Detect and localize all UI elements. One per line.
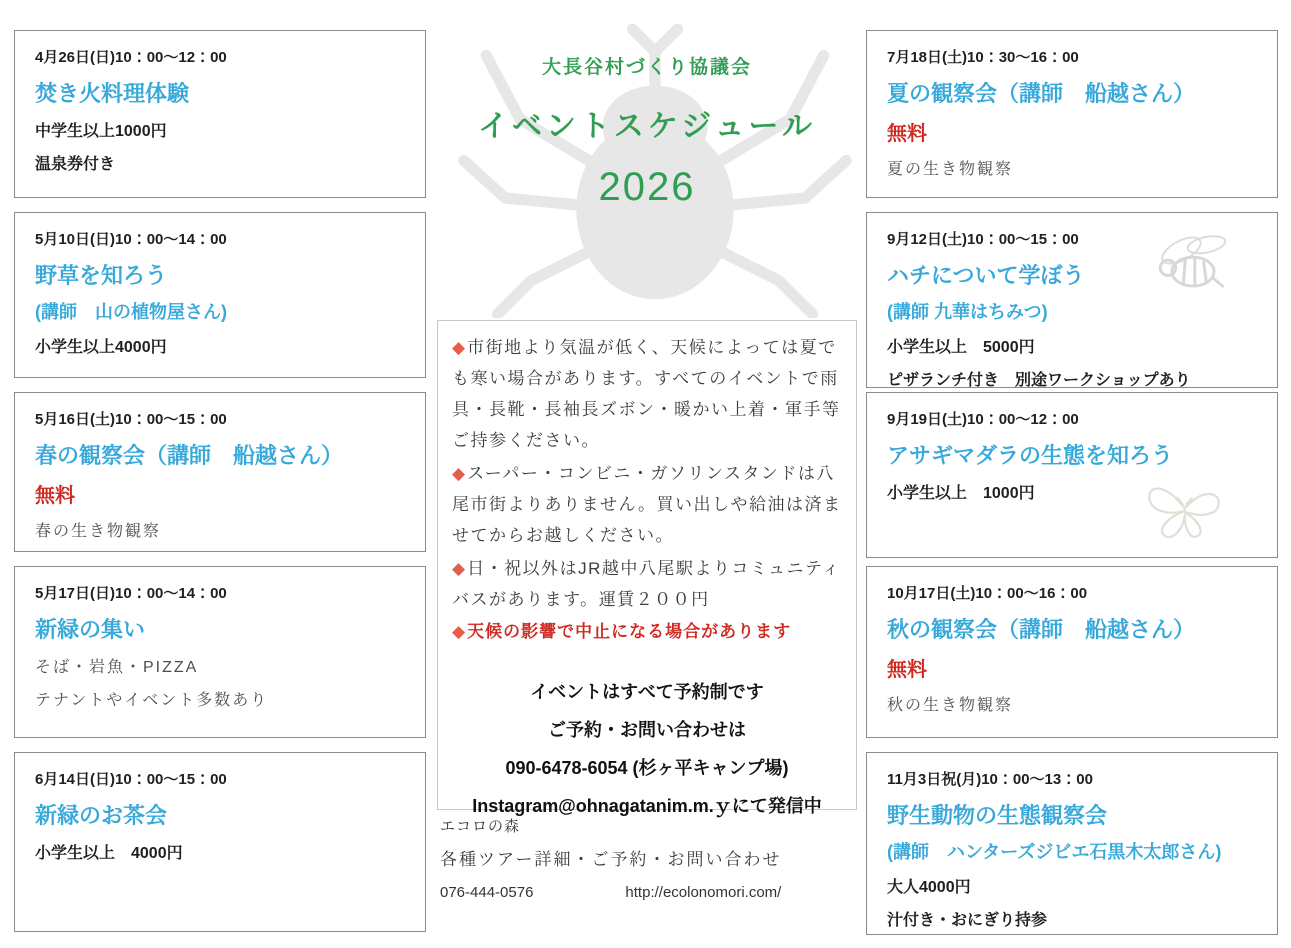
event-detail: 小学生以上 5000円 bbox=[887, 339, 1035, 356]
event-card-aki-kansatsu bbox=[866, 566, 1278, 738]
event-detail: 小学生以上4000円 bbox=[35, 339, 167, 356]
reservation-info bbox=[452, 674, 842, 825]
bee-icon bbox=[1143, 227, 1239, 299]
event-detail: 中学生以上1000円 bbox=[35, 123, 167, 140]
event-title: 新緑の集い bbox=[35, 617, 146, 642]
note-text: 日・祝以外はJR越中八尾駅よりコミュニティバスがあります。運賃２００円 bbox=[452, 558, 841, 609]
event-date: 5月16日(土)10：00～15：00 bbox=[35, 411, 227, 428]
event-card-hachi bbox=[866, 212, 1278, 388]
event-date: 5月17日(日)10：00～14：00 bbox=[35, 585, 227, 602]
event-card-haru-kansatsu bbox=[14, 392, 426, 552]
footer-contact-row bbox=[440, 884, 860, 901]
event-card-yasei-doubutsu bbox=[866, 752, 1278, 935]
notes-panel bbox=[437, 320, 857, 816]
reservation-line: ご予約・お問い合わせは bbox=[548, 720, 746, 741]
event-card-shinryoku-tsudoi bbox=[14, 566, 426, 738]
event-detail: 夏の生き物観察 bbox=[887, 161, 1014, 178]
event-title: 新緑のお茶会 bbox=[35, 803, 168, 828]
event-lecturer: (講師 九華はちみつ) bbox=[887, 302, 1048, 322]
note-item bbox=[452, 554, 842, 616]
event-title: 焚き火料理体験 bbox=[35, 81, 190, 106]
event-title: アサギマダラの生態を知ろう bbox=[887, 443, 1174, 468]
event-title: 秋の観察会（講師 船越さん） bbox=[887, 617, 1196, 642]
event-date: 9月12日(土)10：00～15：00 bbox=[887, 231, 1079, 248]
event-card-natsu-kansatsu bbox=[866, 30, 1278, 198]
event-detail: 小学生以上 1000円 bbox=[887, 485, 1035, 502]
organization-name: 大長谷村づくり協議会 bbox=[541, 57, 752, 78]
schedule-year: 2026 bbox=[598, 165, 696, 209]
footer-contact bbox=[440, 815, 860, 901]
footer-org-name: エコロの森 bbox=[440, 818, 521, 835]
event-card-asagimadara bbox=[866, 392, 1278, 558]
footer-phone: 076-444-0576 bbox=[440, 884, 534, 901]
event-title: 春の観察会（講師 船越さん） bbox=[35, 443, 344, 468]
flyer-header bbox=[437, 52, 857, 210]
footer-url: http://ecolonomori.com/ bbox=[625, 884, 782, 901]
event-card-yasou bbox=[14, 212, 426, 378]
event-date: 11月3日祝(月)10：00～13：00 bbox=[887, 771, 1093, 788]
note-item bbox=[452, 333, 842, 457]
reservation-instagram: Instagram@ohnagatanim.m.ｙにて発信中 bbox=[472, 795, 822, 816]
note-text: 市街地より気温が低く、天候によっては夏でも寒い場合があります。すべてのイベントで雨具・長靴・長袖長ズボン・暖かい上着・軍手等ご持参ください。 bbox=[452, 338, 841, 450]
event-title: ハチについて学ぼう bbox=[887, 263, 1085, 288]
event-detail: ピザランチ付き 別途ワークショップあり bbox=[887, 372, 1191, 388]
warning-text: 天候の影響で中止になる場合があります bbox=[467, 622, 792, 642]
diamond-bullet-icon: ◆ bbox=[452, 338, 466, 357]
event-date: 4月26日(日)10：00～12：00 bbox=[35, 49, 227, 66]
butterfly-icon bbox=[1139, 463, 1229, 547]
note-item-warning bbox=[452, 617, 842, 648]
event-date: 6月14日(日)10：00～15：00 bbox=[35, 771, 227, 788]
free-badge: 無料 bbox=[887, 659, 927, 681]
page-title: イベントスケジュール bbox=[478, 110, 816, 143]
reservation-phone: 090-6478-6054 (杉ヶ平キャンプ場) bbox=[505, 757, 789, 778]
note-item bbox=[452, 459, 842, 552]
event-card-ochakai bbox=[14, 752, 426, 932]
event-date: 10月17日(土)10：00～16：00 bbox=[887, 585, 1088, 602]
event-card-takibi bbox=[14, 30, 426, 198]
event-detail: テナントやイベント多数あり bbox=[35, 692, 269, 709]
diamond-bullet-icon: ◆ bbox=[452, 622, 466, 642]
event-date: 5月10日(日)10：00～14：00 bbox=[35, 231, 227, 248]
event-title: 野生動物の生態観察会 bbox=[887, 803, 1108, 828]
event-detail: そば・岩魚・PIZZA bbox=[35, 659, 199, 676]
event-detail: 秋の生き物観察 bbox=[887, 697, 1014, 714]
event-detail: 大人4000円 bbox=[887, 879, 971, 896]
diamond-bullet-icon: ◆ bbox=[452, 558, 466, 578]
event-detail: 温泉券付き bbox=[35, 156, 116, 173]
footer-description: 各種ツアー詳細・ご予約・お問い合わせ bbox=[440, 850, 782, 869]
event-date: 7月18日(土)10：30～16：00 bbox=[887, 49, 1079, 66]
free-badge: 無料 bbox=[887, 123, 927, 145]
event-lecturer: (講師 ハンターズジビエ石黒木太郎さん) bbox=[887, 842, 1222, 862]
free-badge: 無料 bbox=[35, 485, 75, 507]
note-text: スーパー・コンビニ・ガソリンスタンドは八尾市街よりありません。買い出しや給油は済ませてからお越しください。 bbox=[452, 463, 842, 545]
event-title: 野草を知ろう bbox=[35, 263, 168, 288]
event-title: 夏の観察会（講師 船越さん） bbox=[887, 81, 1196, 106]
event-date: 9月19日(土)10：00～12：00 bbox=[887, 411, 1079, 428]
event-detail: 春の生き物観察 bbox=[35, 523, 162, 540]
reservation-line: イベントはすべて予約制です bbox=[530, 682, 764, 703]
diamond-bullet-icon: ◆ bbox=[452, 463, 466, 483]
event-detail: 小学生以上 4000円 bbox=[35, 845, 183, 862]
event-lecturer: (講師 山の植物屋さん) bbox=[35, 302, 227, 322]
event-detail: 汁付き・おにぎり持参 bbox=[887, 912, 1048, 929]
